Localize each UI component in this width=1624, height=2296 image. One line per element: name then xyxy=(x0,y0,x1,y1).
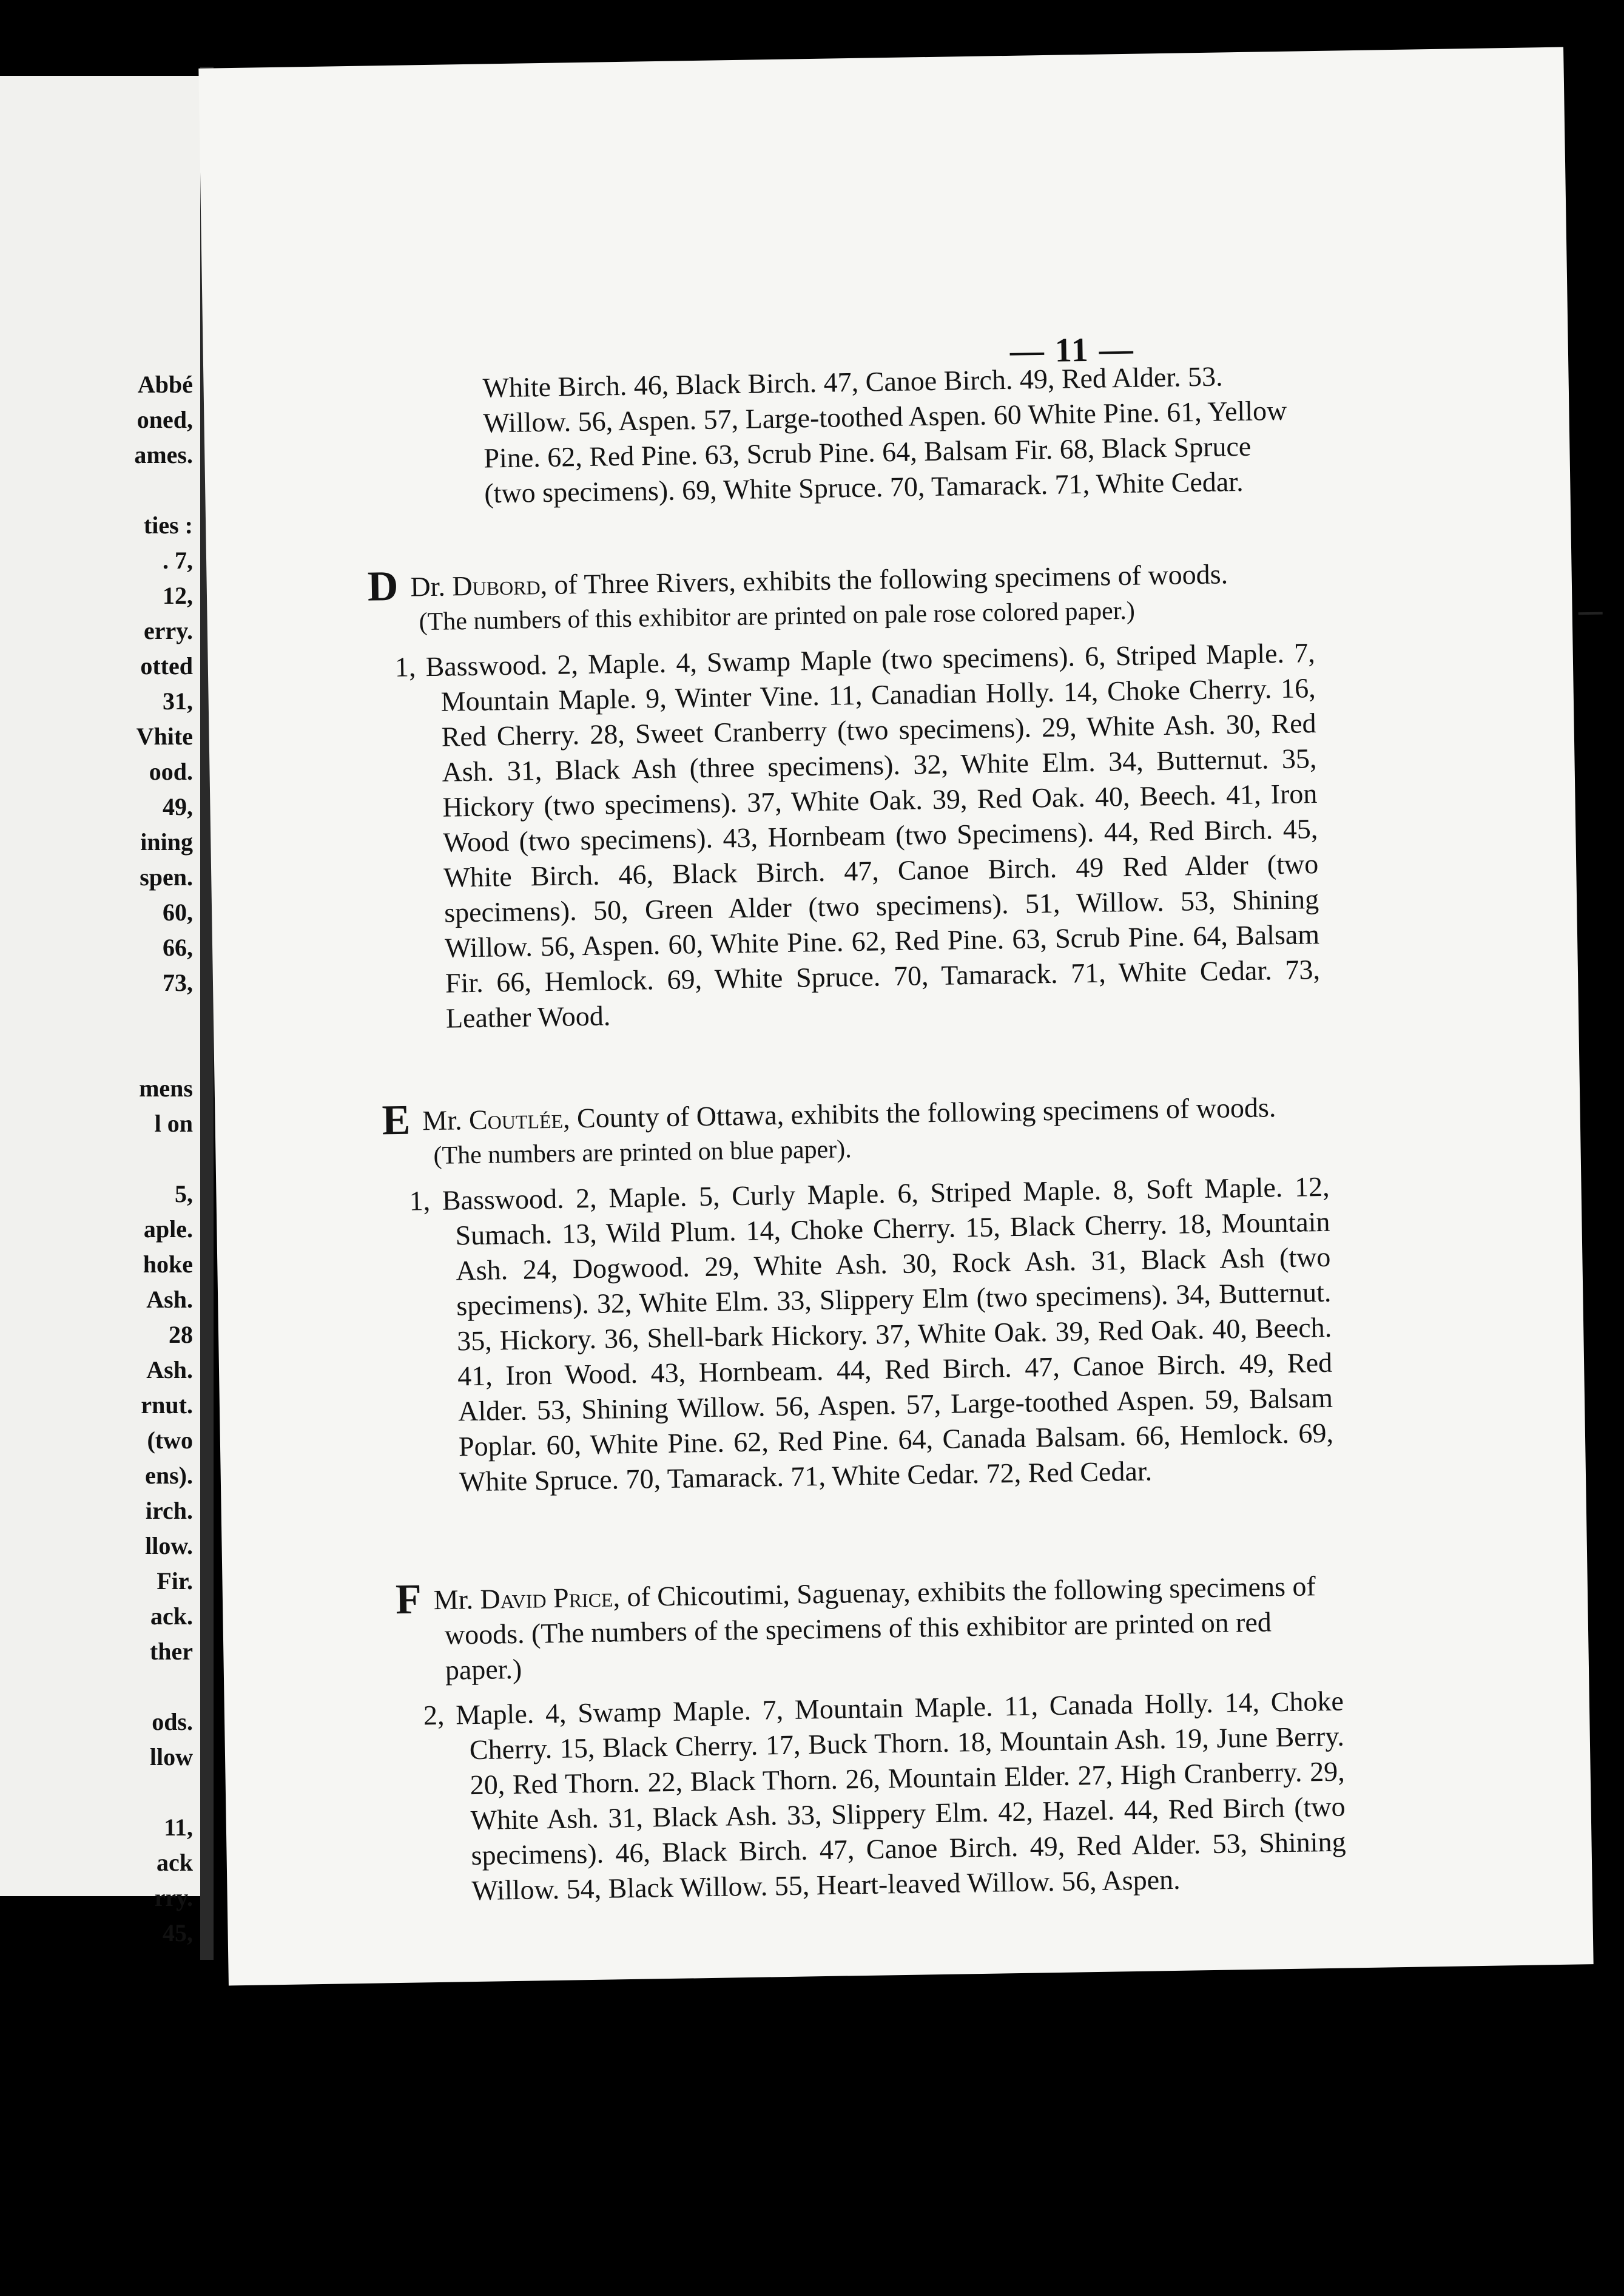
facing-page-line: 12, xyxy=(163,582,193,609)
facing-page-line: ods. xyxy=(152,1708,193,1735)
facing-page-line: otted xyxy=(140,652,193,680)
exhibitor-note: (The numbers of this exhibitor are printed on pale rose colored paper.) xyxy=(419,596,1136,636)
exhibitor-name: David Price xyxy=(480,1581,613,1615)
entry-letter: D xyxy=(367,562,399,610)
facing-page-line: ens). xyxy=(145,1462,193,1489)
facing-page-line: ames. xyxy=(134,441,193,468)
facing-page-line: mens xyxy=(139,1075,193,1102)
facing-page-line: ood. xyxy=(149,758,193,785)
facing-page-line: 28 xyxy=(169,1321,193,1348)
facing-page-spacer xyxy=(134,1669,193,1704)
entry-letter: E xyxy=(381,1096,411,1144)
exhibitor-entry-e xyxy=(382,1089,1334,1501)
facing-page-line: Ash. xyxy=(146,1286,193,1313)
facing-page-line: Vhite xyxy=(136,723,193,750)
facing-page-line: 11, xyxy=(164,1814,193,1841)
exhibitor-title: Mr. xyxy=(433,1584,474,1616)
page-number: — 11 — xyxy=(1009,330,1135,370)
exhibitor-description: , of Three Rivers, exhibits the following specimens of woods. xyxy=(540,558,1228,601)
facing-page-line: ther xyxy=(149,1638,193,1665)
facing-page-line: 5, xyxy=(175,1180,193,1207)
facing-page-line: 60, xyxy=(163,899,193,926)
facing-page-line: ties : xyxy=(143,512,193,539)
book-page xyxy=(198,47,1593,1986)
exhibitor-title: Mr. xyxy=(422,1104,462,1136)
facing-page-line: . 7, xyxy=(163,547,193,574)
facing-page-line: Fir. xyxy=(157,1567,193,1595)
facing-page-line: hoke xyxy=(143,1251,193,1278)
facing-page-spacer xyxy=(134,473,193,508)
margin-mark xyxy=(1579,612,1603,615)
facing-page-line: 45, xyxy=(163,1919,193,1947)
specimen-list: 1, Basswood. 2, Maple. 4, Swamp Maple (two specimens). 6, Striped Maple. 7, Mountain Maple. 9, Winter Vine. 11, Canadian Holly. 14, Choke Cherry. 16, Red Cherry. 28, Sweet Cranberry (two specimens). 29, White Ash. 30, Red Ash. 31, Black Ash (three specimens). 32, White Elm. 34, Butternut. 35, Hickory (two specimens). 37, White Oak. 39, Red Oak. 40, Beech. 41, Iron Wood (two specimens). 43, Hornbeam (two Specimens). 44, Red Birch. 45, White Birch. 46, Black Birch. 47, Canoe Birch. 49 Red Alder (two specimens). 50, Green Alder (two specimens). 51, Willow. 53, Shining Willow. 56, Aspen. 60, White Pine. 62, Red Pine. 63, Scrub Pine. 64, Balsam Fir. 66, Hemlock. 69, White Spruce. 70, Tamarack. 71, White Cedar. 73, Leather Wood. xyxy=(394,637,1321,1034)
facing-page-line: 31, xyxy=(163,687,193,715)
specimen-list: 2, Maple. 4, Swamp Maple. 7, Mountain Maple. 11, Canada Holly. 14, Choke Cherry. 15, Black Cherry. 17, Buck Thorn. 18, Mountain Ash. 19, June Berry. 20, Red Thorn. 22, Black Thorn. 26, Mountain Elder. 27, High Cranberry. 29, White Ash. 31, Black Ash. 33, Slippery Elm. 42, Hazel. 44, Red Birch (two specimens). 46, Black Birch. 47, Canoe Birch. 49, Red Alder. 53, Shining Willow. 54, Black Willow. 55, Heart-leaved Willow. 56, Aspen. xyxy=(423,1685,1346,1906)
exhibitor-name: Dubord xyxy=(451,569,541,602)
exhibitor-description: , County of Ottawa, exhibits the following specimens of woods. xyxy=(562,1092,1276,1134)
facing-page-line: erry. xyxy=(143,617,193,644)
facing-page-line: ack. xyxy=(150,1602,193,1630)
facing-page-spacer xyxy=(134,1775,193,1810)
facing-page-line: Ash. xyxy=(146,1356,193,1383)
facing-page-line: ining xyxy=(140,828,193,856)
exhibitor-entry-d xyxy=(367,555,1321,1037)
facing-page-spacer xyxy=(134,1036,193,1071)
exhibitor-entry-f xyxy=(396,1568,1347,1909)
facing-page-line: llow xyxy=(149,1743,193,1771)
facing-page-line: oned, xyxy=(136,406,193,433)
facing-page-line: l on xyxy=(154,1110,193,1137)
facing-page-line: 73, xyxy=(163,969,193,996)
facing-page-text xyxy=(134,367,193,1951)
exhibitor-note: (The numbers are printed on blue paper). xyxy=(433,1135,852,1170)
exhibitor-heading xyxy=(396,1568,1344,1689)
facing-page-fragment xyxy=(0,76,200,1947)
exhibitor-title: Dr. xyxy=(409,570,446,603)
facing-page-spacer xyxy=(134,1141,193,1177)
facing-page-line: (two xyxy=(147,1427,193,1454)
continued-specimen-list: White Birch. 46, Black Birch. 47, Canoe Birch. 49, Red Alder. 53. Willow. 56, Aspen. 57, Large-toothed Aspen. 60 White Pine. 61, Yellow Pine. 62, Red Pine. 63, Scrub Pine. 64, Balsam Fir. 68, Black Spruce (two specimens). 69, White Spruce. 70, Tamarack. 71, White Cedar. xyxy=(482,360,1287,509)
facing-page-line: aple. xyxy=(143,1215,193,1243)
facing-page-line: 66, xyxy=(163,934,193,961)
facing-page-line: spen. xyxy=(140,863,193,891)
facing-page-line: Abbé xyxy=(137,371,193,398)
facing-page-line: llow. xyxy=(145,1532,193,1559)
facing-page-line: rnut. xyxy=(141,1391,193,1419)
facing-page-spacer xyxy=(134,1001,193,1036)
facing-page-line: irch. xyxy=(145,1497,193,1524)
exhibitor-description: , of Chicoutimi, Saguenay, exhibits the following specimens of woods. (The numbers of the specimens of this exhibitor are printed on red paper.) xyxy=(444,1570,1316,1686)
facing-page-line: rry. xyxy=(154,1884,193,1911)
facing-page-line: ack xyxy=(157,1849,193,1876)
exhibitor-name: Coutlée xyxy=(468,1102,564,1136)
entry-letter: F xyxy=(395,1576,422,1624)
specimen-list: 1, Basswood. 2, Maple. 5, Curly Maple. 6, Striped Maple. 8, Soft Maple. 12, Sumach. 13, Wild Plum. 14, Choke Cherry. 15, Black Cherry. 18, Mountain Ash. 24, Dogwood. 29, White Ash. 30, Rock Ash. 31, Black Ash (two specimens). 32, White Elm. 33, Slippery Elm (two specimens). 34, Butternut. 35, Hickory. 36, Shell-bark Hickory. 37, White Oak. 39, Red Oak. 40, Beech. 41, Iron Wood. 43, Hornbeam. 44, Red Birch. 47, Canoe Birch. 49, Red Alder. 53, Shining Willow. 56, Aspen. 57, Large-toothed Aspen. 59, Balsam Poplar. 60, White Pine. 62, Red Pine. 64, Canada Balsam. 66, Hemlock. 69, White Spruce. 70, Tamarack. 71, White Cedar. 72, Red Cedar. xyxy=(409,1170,1334,1497)
facing-page-line: 49, xyxy=(163,793,193,820)
